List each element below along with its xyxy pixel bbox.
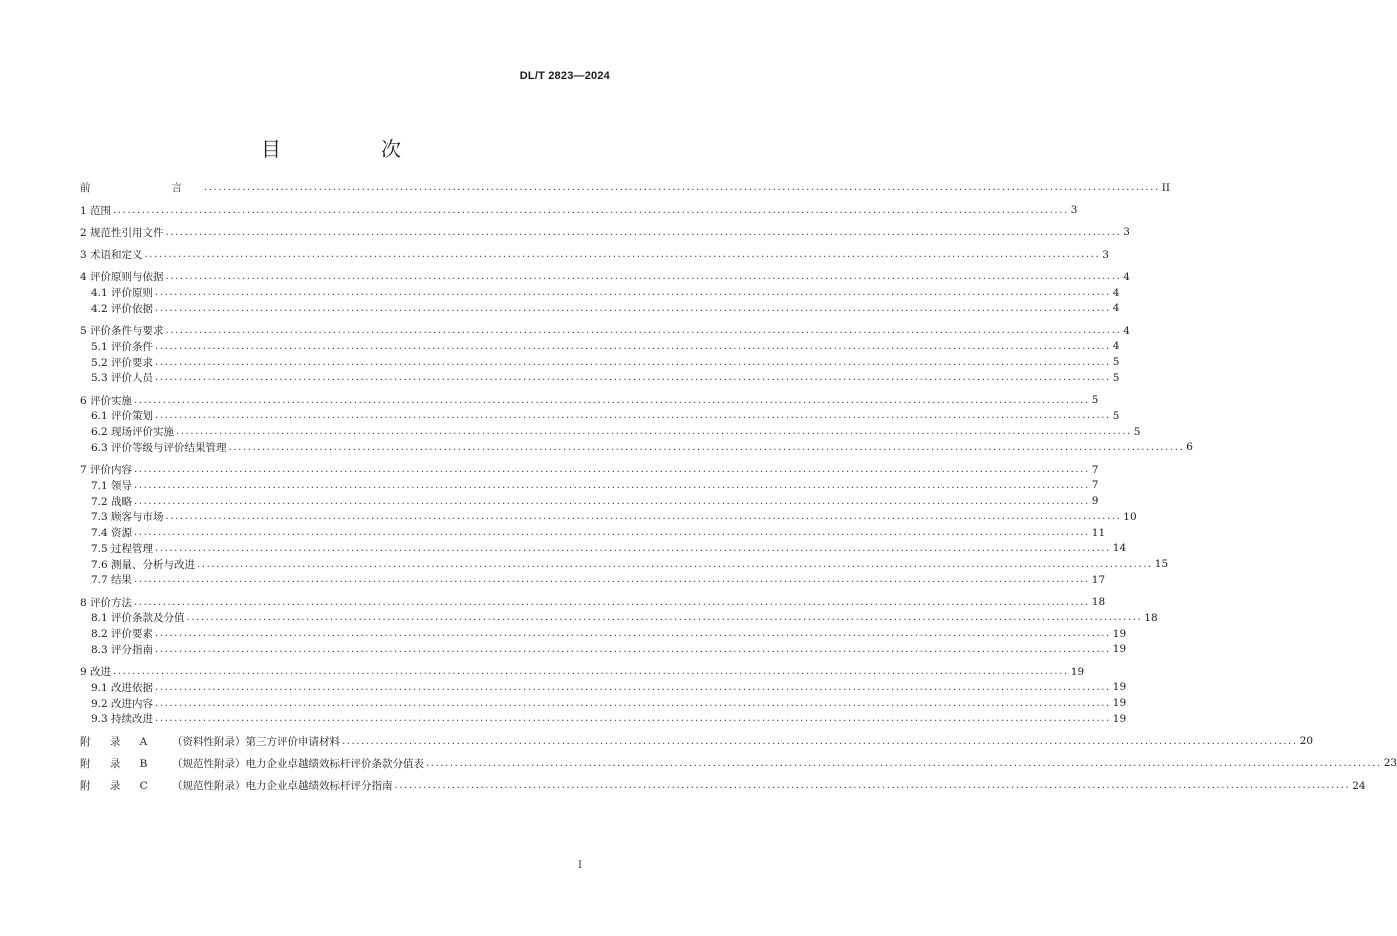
toc-entry[interactable] bbox=[80, 269, 1130, 285]
toc-entry-page: 5 bbox=[1091, 394, 1099, 407]
dot-leader: ........................................................................................................................................................................................................ bbox=[134, 479, 1090, 491]
toc-entry-title: 7.7 结果 bbox=[91, 574, 133, 587]
dot-leader: ........................................................................................................................................................................................................ bbox=[134, 574, 1090, 586]
toc-entry-title: 7.4 资源 bbox=[91, 527, 133, 540]
dot-leader: ........................................................................................................................................................................................................ bbox=[426, 757, 1382, 769]
toc-entry-title: 7.5 过程管理 bbox=[91, 542, 154, 555]
toc-entry-title: 5.2 评价要求 bbox=[91, 356, 154, 369]
toc-entry[interactable] bbox=[80, 408, 1120, 424]
toc-entry[interactable] bbox=[80, 440, 1193, 456]
dot-leader: ........................................................................................................................................................................................................ bbox=[155, 542, 1111, 554]
toc-entry-title: 前 言 bbox=[80, 182, 202, 195]
toc-entry-title: 7.3 顾客与市场 bbox=[91, 511, 164, 524]
toc-entry-title: 6.1 评价策划 bbox=[91, 410, 154, 423]
toc-entry[interactable] bbox=[80, 225, 1130, 241]
dot-leader: ........................................................................................................................................................................................................ bbox=[165, 271, 1122, 283]
toc-entry-page: 4 bbox=[1123, 324, 1130, 337]
toc-entry-page: 20 bbox=[1299, 735, 1314, 748]
toc-entry-title: 8.1 评价条款及分值 bbox=[91, 612, 185, 625]
toc-entry-page: 5 bbox=[1112, 371, 1120, 384]
toc-entry-title: （规范性附录）电力企业卓越绩效标杆评价条款分值表 bbox=[172, 757, 424, 770]
dot-leader: ........................................................................................................................................................................................................ bbox=[155, 356, 1111, 368]
toc-entry-page: 10 bbox=[1123, 510, 1137, 523]
toc-entry-page: 6 bbox=[1186, 441, 1193, 454]
toc-entry-page: 4 bbox=[1123, 270, 1130, 283]
toc-entry[interactable] bbox=[80, 202, 1078, 218]
toc-entry-page: 14 bbox=[1112, 542, 1127, 555]
toc-entry[interactable] bbox=[80, 301, 1120, 317]
toc-entry[interactable] bbox=[80, 642, 1127, 658]
toc-entry-title: 7.1 领导 bbox=[91, 479, 133, 492]
toc-entry[interactable] bbox=[80, 572, 1106, 588]
toc-entry-page: 7 bbox=[1091, 479, 1099, 492]
toc-entry-title: 9.2 改进内容 bbox=[91, 697, 154, 710]
toc-entry-title: 9 改进 bbox=[80, 666, 112, 679]
toc-entry-title: 3 术语和定义 bbox=[80, 249, 143, 262]
toc-entry-page: 18 bbox=[1144, 611, 1158, 624]
toc-entry-title: 9.1 改进依据 bbox=[91, 681, 154, 694]
toc-entry-title: 8.2 评价要素 bbox=[91, 628, 154, 641]
toc-entry-title: 6 评价实施 bbox=[80, 394, 133, 407]
toc-entry-page: 15 bbox=[1154, 558, 1169, 571]
dot-leader: ........................................................................................................................................................................................................ bbox=[204, 182, 1160, 194]
toc-entry[interactable] bbox=[80, 354, 1120, 370]
toc-entry[interactable] bbox=[80, 525, 1106, 541]
toc-entry-title: 7.6 测量、分析与改进 bbox=[91, 558, 196, 571]
toc-entry[interactable] bbox=[80, 509, 1137, 525]
dot-leader: ........................................................................................................................................................................................................ bbox=[134, 596, 1090, 608]
dot-leader: ........................................................................................................................................................................................................ bbox=[155, 372, 1111, 384]
toc-entry[interactable] bbox=[80, 594, 1106, 610]
dot-leader: ........................................................................................................................................................................................................ bbox=[155, 302, 1111, 314]
toc-entry[interactable] bbox=[80, 711, 1127, 727]
toc-entry-page: 9 bbox=[1091, 495, 1099, 508]
toc-entry-page: 23 bbox=[1383, 757, 1397, 770]
toc-entry-title: 9.3 持续改进 bbox=[91, 713, 154, 726]
dot-leader: ........................................................................................................................................................................................................ bbox=[155, 340, 1111, 352]
toc-entry-page: 19 bbox=[1112, 712, 1127, 725]
toc-entry-page: 19 bbox=[1112, 643, 1127, 656]
dot-leader: ........................................................................................................................................................................................................ bbox=[155, 287, 1111, 299]
toc-entry-page: 18 bbox=[1091, 596, 1106, 609]
toc-entry-page: 24 bbox=[1352, 779, 1366, 792]
dot-leader: ........................................................................................................................................................................................................ bbox=[113, 204, 1069, 216]
toc-entry-page: 4 bbox=[1112, 286, 1120, 299]
toc-entry-title: 4 评价原则与依据 bbox=[80, 271, 164, 284]
toc-entry-title: 8 评价方法 bbox=[80, 596, 133, 609]
toc-entry-title: （规范性附录）电力企业卓越绩效标杆评分指南 bbox=[172, 780, 393, 793]
toc-entry-page: 17 bbox=[1091, 573, 1106, 586]
toc-entry[interactable] bbox=[80, 695, 1127, 711]
toc-entry[interactable] bbox=[80, 323, 1130, 339]
toc-entry[interactable] bbox=[80, 370, 1120, 386]
toc-entry[interactable] bbox=[80, 285, 1120, 301]
toc-entry-title: 2 规范性引用文件 bbox=[80, 226, 164, 239]
table-of-contents bbox=[80, 180, 1397, 794]
toc-title: 目 次 bbox=[261, 137, 441, 161]
dot-leader: ........................................................................................................................................................................................................ bbox=[155, 681, 1111, 693]
appendix-label: 附 录 A bbox=[80, 735, 156, 748]
dot-leader: ........................................................................................................................................................................................................ bbox=[155, 628, 1111, 640]
dot-leader: ........................................................................................................................................................................................................ bbox=[165, 511, 1122, 523]
toc-entry[interactable] bbox=[80, 247, 1109, 263]
toc-entry-title: （资料性附录）第三方评价申请材料 bbox=[172, 735, 340, 748]
toc-entry[interactable] bbox=[80, 756, 1397, 772]
dot-leader: ........................................................................................................................................................................................................ bbox=[155, 410, 1111, 422]
toc-entry-title: 7 评价内容 bbox=[80, 464, 133, 477]
document-code: DL/T 2823—2024 bbox=[519, 70, 610, 82]
toc-entry-page: 19 bbox=[1070, 665, 1085, 678]
appendix-label: 附 录 C bbox=[80, 780, 156, 793]
dot-leader: ........................................................................................................................................................................................................ bbox=[342, 735, 1298, 747]
toc-entry[interactable] bbox=[80, 478, 1099, 494]
dot-leader: ........................................................................................................................................................................................................ bbox=[155, 713, 1111, 725]
toc-entry[interactable] bbox=[80, 339, 1120, 355]
toc-entry-page: 3 bbox=[1102, 248, 1109, 261]
toc-entry-title: 4.2 评价依据 bbox=[91, 302, 154, 315]
dot-leader: ........................................................................................................................................................................................................ bbox=[165, 226, 1122, 238]
dot-leader: ........................................................................................................................................................................................................ bbox=[134, 464, 1090, 476]
toc-entry[interactable] bbox=[80, 610, 1158, 626]
toc-entry[interactable] bbox=[80, 626, 1127, 642]
toc-entry-title: 6.3 评价等级与评价结果管理 bbox=[91, 441, 227, 454]
toc-entry[interactable] bbox=[80, 493, 1099, 509]
toc-entry-page: 19 bbox=[1112, 697, 1127, 710]
toc-entry-title: 1 范围 bbox=[80, 204, 112, 217]
toc-entry-title: 6.2 现场评价实施 bbox=[91, 426, 175, 439]
dot-leader: ........................................................................................................................................................................................................ bbox=[155, 697, 1111, 709]
toc-entry-page: 19 bbox=[1112, 681, 1127, 694]
dot-leader: ........................................................................................................................................................................................................ bbox=[144, 249, 1101, 261]
toc-entry-page: 3 bbox=[1070, 204, 1078, 217]
dot-leader: ........................................................................................................................................................................................................ bbox=[228, 441, 1185, 453]
toc-entry[interactable] bbox=[80, 556, 1169, 572]
toc-entry[interactable] bbox=[80, 778, 1366, 794]
toc-entry-title: 5 评价条件与要求 bbox=[80, 325, 164, 338]
toc-entry-page: 19 bbox=[1112, 627, 1127, 640]
dot-leader: ........................................................................................................................................................................................................ bbox=[197, 558, 1153, 570]
dot-leader: ........................................................................................................................................................................................................ bbox=[155, 643, 1111, 655]
dot-leader: ........................................................................................................................................................................................................ bbox=[113, 666, 1069, 678]
toc-entry[interactable] bbox=[80, 180, 1171, 196]
toc-entry[interactable] bbox=[80, 424, 1141, 440]
dot-leader: ........................................................................................................................................................................................................ bbox=[134, 527, 1090, 539]
toc-entry[interactable] bbox=[80, 541, 1127, 557]
toc-entry-page: 4 bbox=[1112, 302, 1120, 315]
toc-entry[interactable] bbox=[80, 392, 1099, 408]
toc-entry-page: 4 bbox=[1112, 340, 1120, 353]
toc-entry-title: 7.2 战略 bbox=[91, 495, 133, 508]
dot-leader: ........................................................................................................................................................................................................ bbox=[186, 612, 1143, 624]
toc-entry-page: 5 bbox=[1133, 425, 1141, 438]
dot-leader: ........................................................................................................................................................................................................ bbox=[134, 394, 1090, 406]
toc-entry-page: 5 bbox=[1112, 356, 1120, 369]
toc-entry-title: 5.1 评价条件 bbox=[91, 340, 154, 353]
toc-entry-page: 3 bbox=[1123, 226, 1130, 239]
dot-leader: ........................................................................................................................................................................................................ bbox=[165, 325, 1122, 337]
toc-entry-title: 4.1 评价原则 bbox=[91, 287, 154, 300]
dot-leader: ........................................................................................................................................................................................................ bbox=[394, 780, 1351, 792]
toc-entry-page: 11 bbox=[1091, 526, 1106, 539]
toc-entry-page: 5 bbox=[1112, 409, 1120, 422]
toc-entry-title: 8.3 评分指南 bbox=[91, 643, 154, 656]
toc-entry[interactable] bbox=[80, 664, 1085, 680]
toc-entry-page: 7 bbox=[1091, 463, 1099, 476]
toc-entry-page: II bbox=[1161, 181, 1171, 194]
dot-leader: ........................................................................................................................................................................................................ bbox=[176, 426, 1132, 438]
toc-entry[interactable] bbox=[80, 462, 1099, 478]
toc-entry-title: 5.3 评价人员 bbox=[91, 372, 154, 385]
appendix-label: 附 录 B bbox=[80, 757, 156, 770]
toc-entry[interactable] bbox=[80, 680, 1127, 696]
toc-entry[interactable] bbox=[80, 733, 1314, 749]
dot-leader: ........................................................................................................................................................................................................ bbox=[134, 495, 1090, 507]
page-folio: I bbox=[578, 860, 582, 871]
